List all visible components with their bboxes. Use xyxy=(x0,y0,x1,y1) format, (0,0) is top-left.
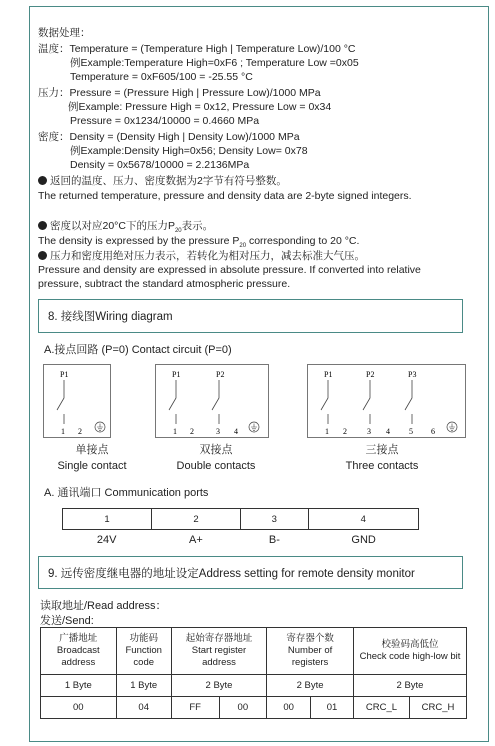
bullet-icon xyxy=(38,221,47,230)
table-row xyxy=(41,675,467,697)
table-row xyxy=(63,509,419,530)
p-label: P1 xyxy=(60,370,69,379)
byte-cell: 1 Byte xyxy=(41,675,117,697)
port-name: B- xyxy=(268,534,280,546)
terminal-label: 4 xyxy=(234,427,238,436)
table-row xyxy=(41,697,467,719)
p-label: P2 xyxy=(216,370,225,379)
note1-cn: 返回的温度、压力、密度数据为2字节有符号整数。 xyxy=(38,174,287,188)
double-contact-caption: 双接点 Double contacts xyxy=(176,444,256,472)
note3-en: Pressure and density are expressed in absolute pressure. If converted into relative pressure, subtract the standard atmospheric pressure. xyxy=(38,264,421,290)
table-row xyxy=(41,628,467,675)
temperature-example: 例Example:Temperature High=0xF6 ; Temperature Low =0x05 xyxy=(70,57,359,69)
table-header: 起始寄存器地址 Start register address xyxy=(171,628,266,675)
value-cell: 01 xyxy=(311,697,354,719)
terminal-label: 2 xyxy=(343,427,347,436)
port-number: 3 xyxy=(241,509,309,530)
terminal-label: 2 xyxy=(78,427,82,436)
pressure-result: Pressure = 0x1234/10000 = 0.4660 MPa xyxy=(70,115,260,127)
table-header: 寄存器个数 Number of registers xyxy=(267,628,354,675)
single-contact-diagram xyxy=(43,364,111,438)
address-table xyxy=(40,627,467,719)
terminal-label: 1 xyxy=(173,427,177,436)
terminal-label: 4 xyxy=(386,427,390,436)
byte-cell: 1 Byte xyxy=(116,675,171,697)
single-contact-caption: 单接点 Single contact xyxy=(57,444,127,472)
terminal-label: 1 xyxy=(325,427,329,436)
bullet-icon xyxy=(38,251,47,260)
port-number: 1 xyxy=(63,509,152,530)
address-section-title: 9. 远传密度继电器的地址设定Address setting for remote density monitor xyxy=(38,556,463,589)
port-name: A+ xyxy=(188,534,203,546)
terminal-label: 3 xyxy=(367,427,371,436)
port-names-row xyxy=(62,534,419,546)
ports-title: A. 通讯端口 Communication ports xyxy=(44,487,209,499)
temperature-formula: 温度：Temperature = (Temperature High | Temperature Low)/100 °C xyxy=(38,43,356,55)
p-label: P1 xyxy=(172,370,181,379)
density-example: 例Example:Density High=0x56; Density Low= 0x78 xyxy=(70,145,308,157)
value-cell: 00 xyxy=(267,697,311,719)
port-name: GND xyxy=(351,534,376,546)
data-processing-heading: 数据处理： xyxy=(38,27,91,39)
byte-cell: 2 Byte xyxy=(171,675,266,697)
pressure-formula: 压力：Pressure = (Pressure High | Pressure Low)/1000 MPa xyxy=(38,87,321,99)
terminal-label: 5 xyxy=(409,427,413,436)
terminal-label: 2 xyxy=(190,427,194,436)
note3-cn: 压力和密度用绝对压力表示，若转化为相对压力，减去标准大气压。 xyxy=(38,249,365,263)
note2-cn: 密度以对应20°C下的压力$P_{20}$表示。 xyxy=(38,219,213,238)
triple-contact-diagram xyxy=(307,364,466,438)
port-number: 4 xyxy=(308,509,418,530)
contact-circuit-subtitle: A.接点回路 (P=0) Contact circuit (P=0) xyxy=(44,344,232,356)
value-cell: 04 xyxy=(116,697,171,719)
p-label: P2 xyxy=(366,370,375,379)
value-cell: CRC_L xyxy=(354,697,410,719)
density-formula: 密度：Density = (Density High | Density Low)/1000 MPa xyxy=(38,131,300,143)
table-header: 功能码 Function code xyxy=(116,628,171,675)
bullet-icon xyxy=(38,176,47,185)
note2-en: The density is expressed by the pressure $P_{20}$ corresponding to 20 °C. xyxy=(38,235,360,250)
ground-icon xyxy=(447,422,457,432)
density-label: 密度： xyxy=(38,131,70,143)
table-header: 校验码高低位 Check code high-low bit xyxy=(354,628,467,675)
ground-icon xyxy=(95,422,105,432)
temperature-label: 温度： xyxy=(38,43,70,55)
send-label: 发送/Send: xyxy=(40,615,94,627)
value-cell: CRC_H xyxy=(409,697,466,719)
density-result: Density = 0x5678/10000 = 2.2136MPa xyxy=(70,159,250,171)
double-contact-diagram xyxy=(155,364,269,438)
terminal-label: 6 xyxy=(431,427,435,436)
byte-cell: 2 Byte xyxy=(354,675,467,697)
ports-table xyxy=(62,508,419,530)
terminal-label: 3 xyxy=(216,427,220,436)
byte-cell: 2 Byte xyxy=(267,675,354,697)
ground-icon xyxy=(249,422,259,432)
value-cell: FF xyxy=(171,697,219,719)
table-header: 广播地址 Broadcast address xyxy=(41,628,117,675)
p-label: P3 xyxy=(408,370,417,379)
note1-en: The returned temperature, pressure and density data are 2-byte signed integers. xyxy=(38,190,412,202)
pressure-example: 例Example: Pressure High = 0x12, Pressure Low = 0x34 xyxy=(68,101,332,113)
pressure-label: 压力： xyxy=(38,87,70,99)
triple-contact-caption: 三接点 Three contacts xyxy=(345,444,419,472)
terminal-label: 1 xyxy=(61,427,65,436)
value-cell: 00 xyxy=(219,697,267,719)
p-label: P1 xyxy=(324,370,333,379)
read-address-label: 读取地址/Read address： xyxy=(40,600,167,612)
wiring-section-title: 8. 接线图Wiring diagram xyxy=(38,299,463,333)
port-name: 24V xyxy=(96,534,117,546)
temperature-result: Temperature = 0xF605/100 = -25.55 °C xyxy=(70,71,253,83)
value-cell: 00 xyxy=(41,697,117,719)
port-number: 2 xyxy=(152,509,241,530)
